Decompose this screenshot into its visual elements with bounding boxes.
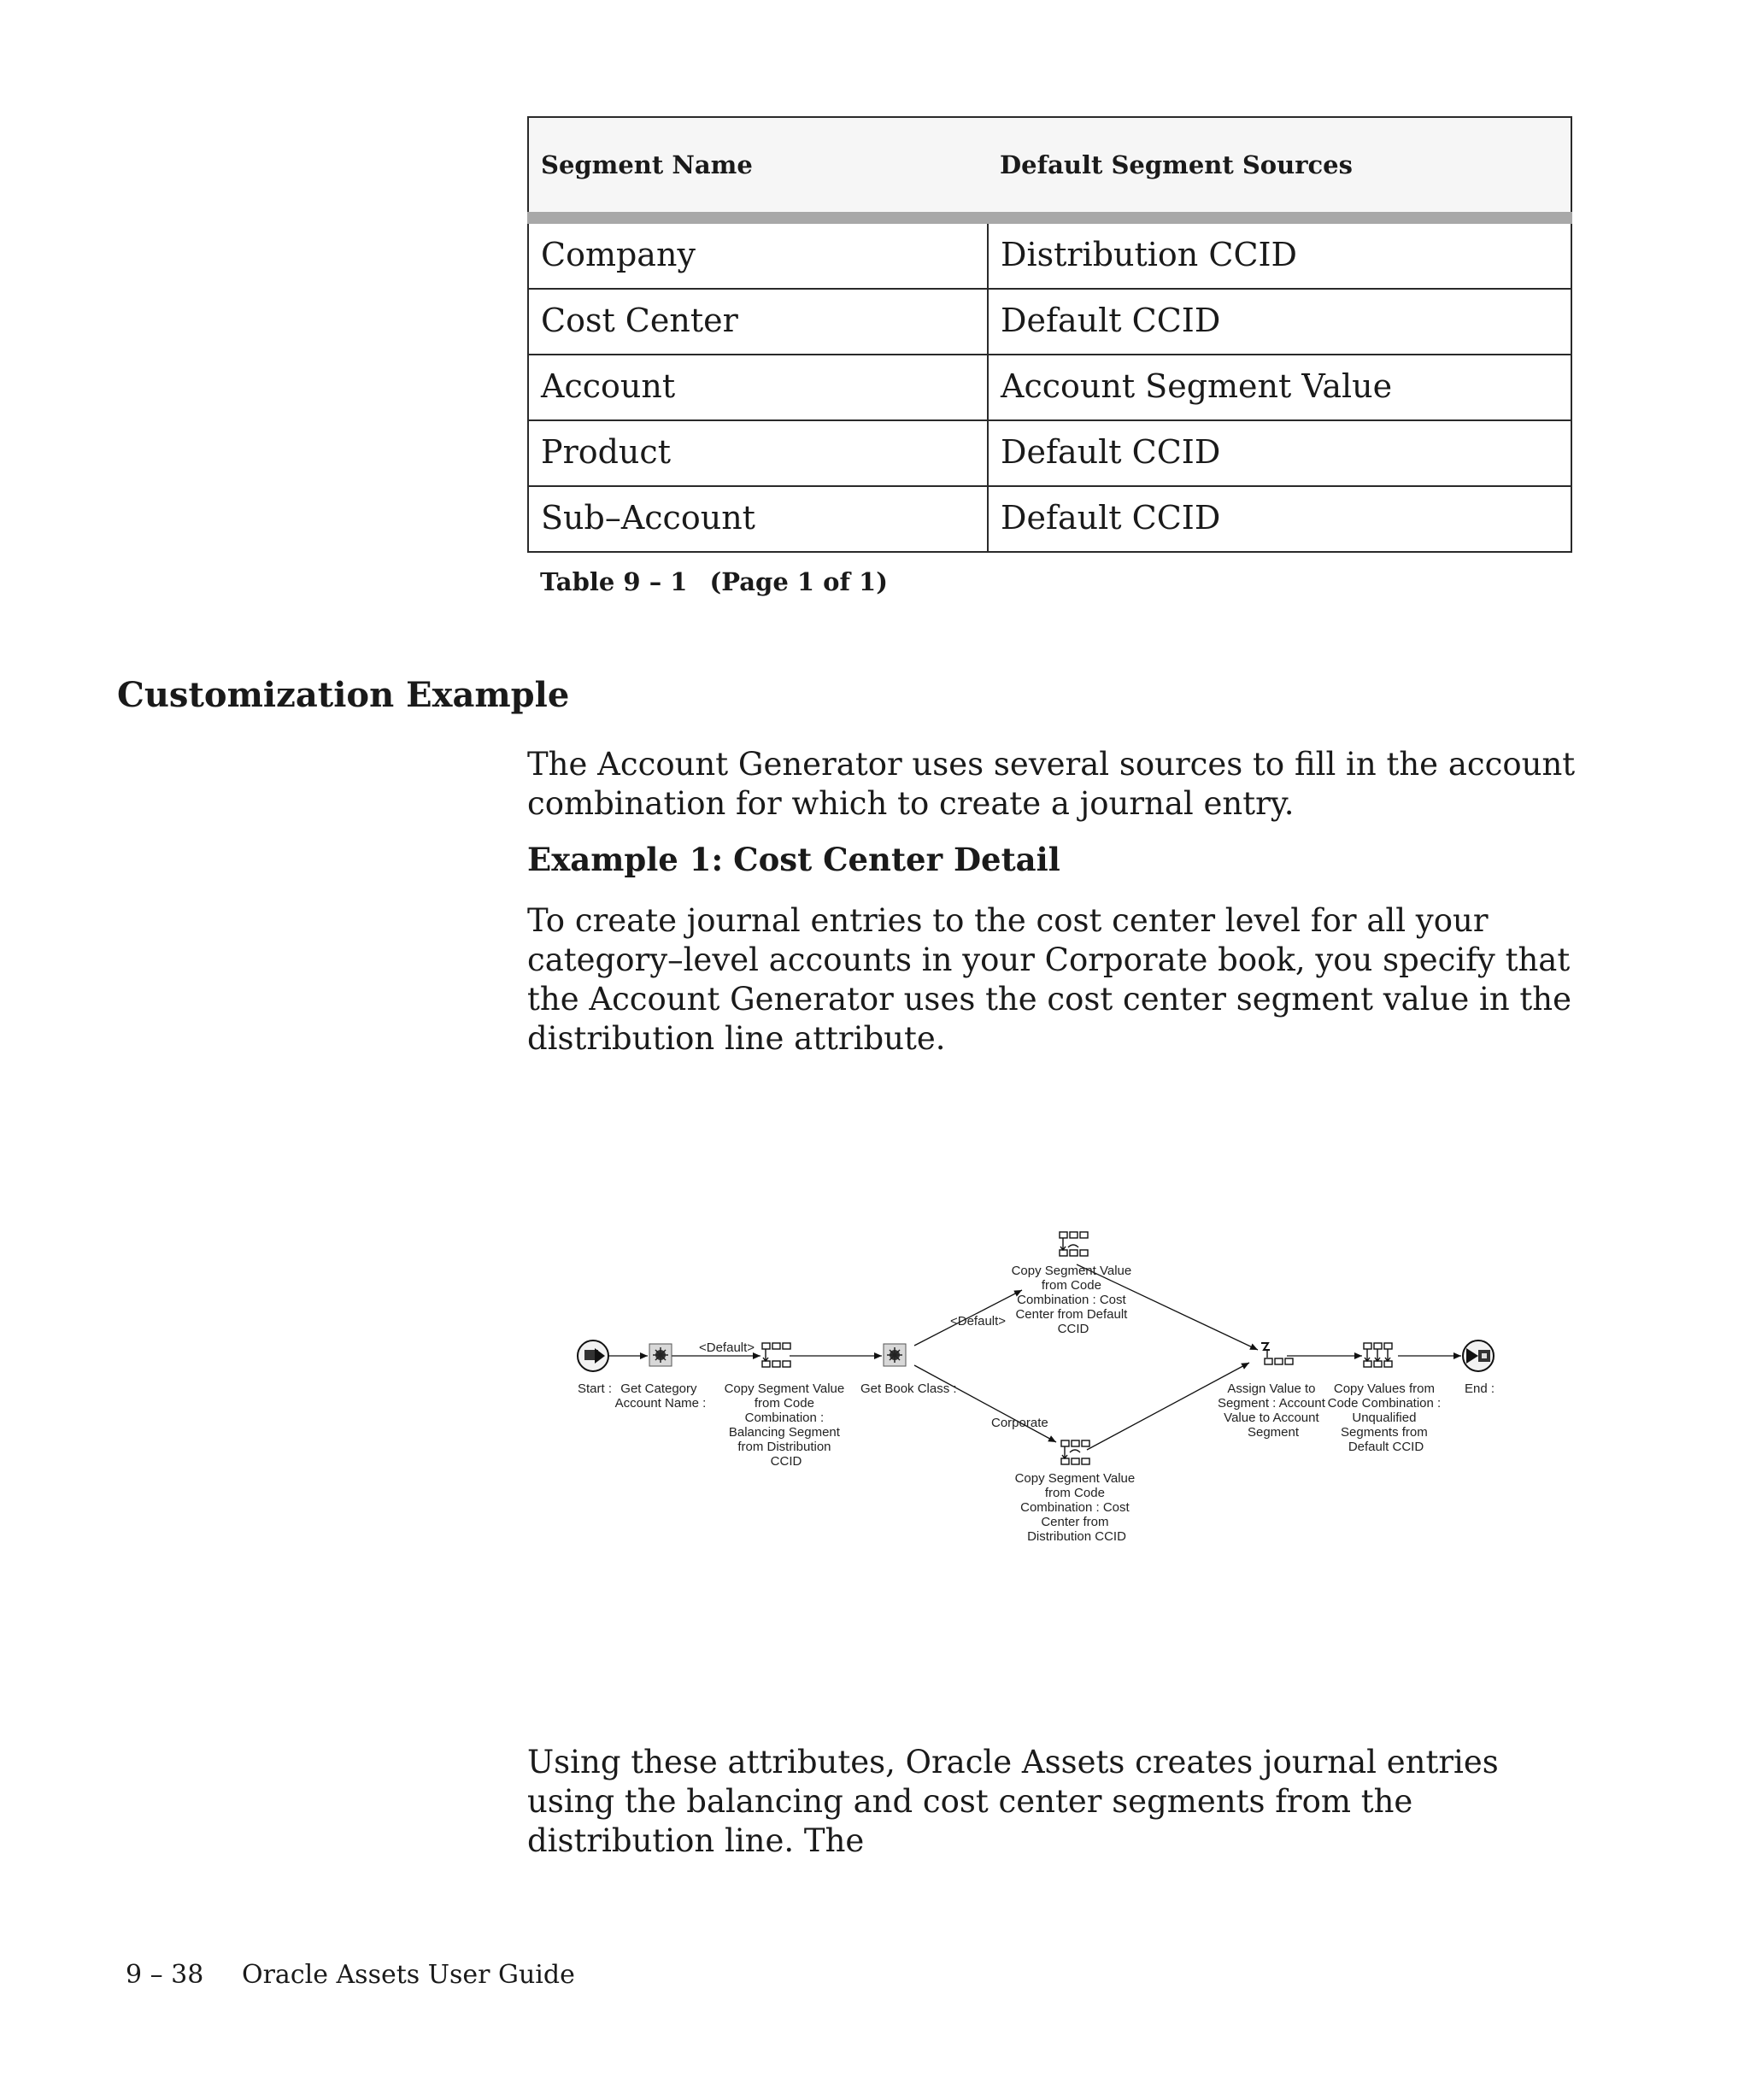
copy-balancing-node-label: Copy Segment Value from Code Combination : Balancing Segment from Distribution CCID [724,1381,845,1469]
section-heading: Customization Example [117,675,570,715]
table-caption-number: Table 9 – 1 [540,567,688,596]
table-row [528,289,1571,355]
segment-source-cell: Distribution CCID [988,218,1571,289]
edge-label-default-1: <Default> [699,1340,755,1355]
footer-guide-title: Oracle Assets User Guide [242,1960,575,1990]
segment-name-cell: Company [528,218,988,289]
copy-distribution-node-icon [1061,1440,1089,1464]
segment-source-cell: Default CCID [988,420,1571,486]
table-caption-page: (Page 1 of 1) [709,567,888,596]
example-title: Cost Center Detail [733,841,1060,878]
start-node-label: Start : [578,1381,613,1396]
get-category-node-icon [649,1344,672,1366]
example-heading [527,841,1060,878]
end-node-label: End : [1465,1381,1495,1396]
segment-name-cell: Cost Center [528,289,988,355]
copy-values-node-icon [1364,1343,1392,1367]
get-book-class-node-label: Get Book Class : [860,1381,957,1396]
get-category-node-label: Get Category Account Name : [614,1381,707,1411]
segment-sources-table [527,116,1572,553]
copy-distribution-node-label: Copy Segment Value from Code Combination : Cost Center from Distribution CCID [1014,1471,1136,1544]
copy-default-node-label: Copy Segment Value from Code Combination : Cost Center from Default CCID [1011,1264,1132,1336]
table-row [528,486,1571,552]
edge-bookclass-to-distribution [914,1365,1056,1442]
example-label: Example 1: [527,841,724,878]
header-segment-name: Segment Name [528,117,988,218]
table-header-row [528,117,1571,218]
footer-page-number: 9 – 38 [126,1960,204,1990]
copy-values-node-label: Copy Values from Code Combination : Unqualified Segments from Default CCID [1327,1381,1442,1454]
segment-source-cell: Default CCID [988,486,1571,552]
table-row [528,355,1571,420]
example-paragraph: To create journal entries to the cost center level for all your category–level accounts in your Corporate book, you specify that the Account Generator uses the cost center segment value in the distribution line attribute. [527,902,1572,1057]
assign-value-node-icon [1261,1343,1293,1364]
edge-label-corporate: Corporate [991,1416,1048,1430]
intro-paragraph: The Account Generator uses several sources to fill in the account combination for which to create a journal entry. [527,746,1576,822]
edge-label-default-2: <Default> [950,1314,1007,1329]
segment-source-cell: Account Segment Value [988,355,1571,420]
assign-value-node-label: Assign Value to Segment : Account Value to Account Segment [1217,1381,1325,1440]
table-row [528,218,1571,289]
start-node-icon [578,1340,608,1371]
table-row [528,420,1571,486]
closing-paragraph: Using these attributes, Oracle Assets creates journal entries using the balancing and cost center segments from the distribution line. The [527,1744,1499,1859]
account-generator-workflow-diagram [555,1222,1512,1581]
get-book-class-node-icon [884,1344,906,1366]
header-default-sources: Default Segment Sources [988,117,1571,218]
segment-name-cell: Product [528,420,988,486]
end-node-icon [1463,1340,1494,1371]
table-caption [540,567,888,596]
copy-balancing-node-icon [762,1343,790,1367]
segment-name-cell: Sub–Account [528,486,988,552]
segment-source-cell: Default CCID [988,289,1571,355]
copy-default-node-icon [1060,1232,1088,1256]
segment-name-cell: Account [528,355,988,420]
